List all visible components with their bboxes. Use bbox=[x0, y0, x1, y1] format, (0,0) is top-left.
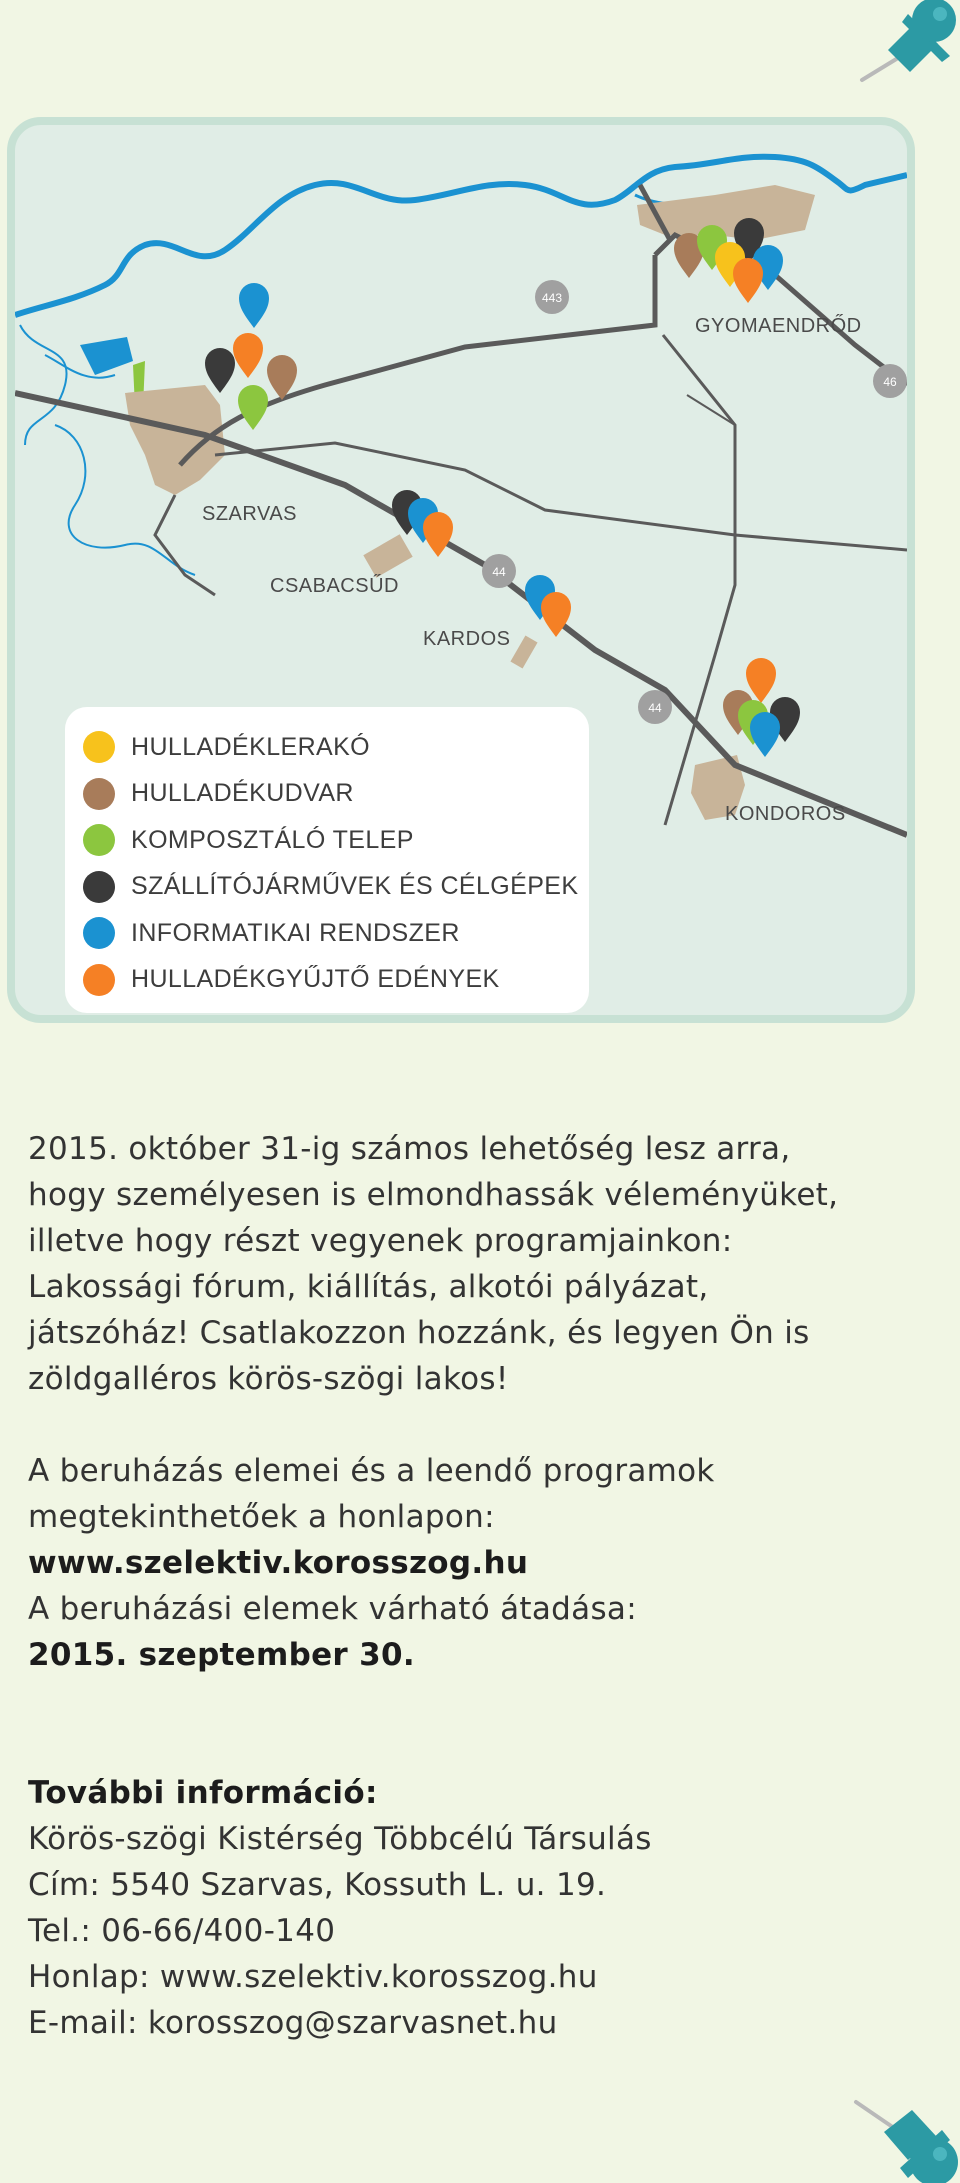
marker-bins bbox=[233, 333, 263, 378]
place-label-gyomaendrod: GYOMAENDRŐD bbox=[695, 315, 862, 337]
town-szarvas bbox=[125, 385, 225, 495]
road-badge-46 bbox=[873, 364, 907, 398]
website-link[interactable]: www.szelektiv.korosszog.hu bbox=[28, 1545, 529, 1581]
legend-label: SZÁLLÍTÓJÁRMŰVEK ÉS CÉLGÉPEK bbox=[131, 872, 579, 901]
marker-bins bbox=[733, 258, 763, 303]
legend-item bbox=[83, 957, 589, 1004]
town-csabacsud bbox=[363, 534, 412, 578]
place-label-kardos: KARDOS bbox=[423, 628, 511, 650]
contact-line: Tel.: 06-66/400-140 bbox=[28, 1913, 336, 1949]
place-label-kondoros: KONDOROS bbox=[725, 803, 846, 825]
side-road bbox=[687, 395, 735, 425]
town-kardos bbox=[510, 636, 537, 669]
marker-bins bbox=[423, 512, 453, 557]
marker-compost bbox=[238, 385, 268, 430]
legend-item bbox=[83, 771, 589, 818]
legend-label: HULLADÉKGYŰJTŐ EDÉNYEK bbox=[131, 965, 500, 994]
info-line: A beruházás elemei és a leendő programok bbox=[28, 1453, 715, 1489]
place-label-csabacsud: CSABACSŰD bbox=[270, 575, 399, 597]
info-line: 2015. október 31-ig számos lehetőség lesz arra, bbox=[28, 1131, 791, 1167]
legend-label: KOMPOSZTÁLÓ TELEP bbox=[131, 825, 414, 854]
legend-item bbox=[83, 724, 589, 771]
legend-item bbox=[83, 817, 589, 864]
svg-text:46: 46 bbox=[883, 375, 897, 389]
contact-line[interactable]: E-mail: korosszog@szarvasnet.hu bbox=[28, 2005, 558, 2041]
legend-item bbox=[83, 910, 589, 957]
svg-text:44: 44 bbox=[648, 701, 662, 715]
road-badge-443 bbox=[535, 280, 569, 314]
legend-item bbox=[83, 864, 589, 911]
info-line: hogy személyesen is elmondhassák véleményüket, bbox=[28, 1177, 839, 1213]
map-legend bbox=[65, 707, 589, 1013]
lake bbox=[80, 337, 133, 375]
legend-label: INFORMATIKAI RENDSZER bbox=[131, 918, 460, 947]
push-pin-icon bbox=[852, 2090, 960, 2183]
push-pin-icon bbox=[858, 0, 960, 92]
marker-informatics bbox=[239, 283, 269, 328]
handover-date: 2015. szeptember 30. bbox=[28, 1637, 415, 1673]
svg-text:443: 443 bbox=[541, 291, 563, 305]
road-badge-44 bbox=[482, 554, 516, 588]
contact-line[interactable]: Honlap: www.szelektiv.korosszog.hu bbox=[28, 1959, 598, 1995]
map-panel bbox=[7, 117, 915, 1023]
svg-text:44: 44 bbox=[492, 565, 506, 579]
info-line: Lakossági fórum, kiállítás, alkotói pályázat, bbox=[28, 1269, 709, 1305]
marker-vehicles bbox=[205, 348, 235, 393]
info-line: illetve hogy részt vegyenek programjainkon: bbox=[28, 1223, 733, 1259]
legend-label: HULLADÉKLERAKÓ bbox=[131, 732, 371, 761]
vehicles-dot-icon bbox=[83, 871, 115, 903]
place-label-szarvas: SZARVAS bbox=[202, 503, 298, 525]
side-road bbox=[215, 443, 907, 550]
more-info-title: További információ: bbox=[28, 1775, 378, 1811]
compost-dot-icon bbox=[83, 824, 115, 856]
info-line: megtekinthetőek a honlapon: bbox=[28, 1499, 495, 1535]
marker-informatics bbox=[750, 712, 780, 757]
legend-label: HULLADÉKUDVAR bbox=[131, 779, 354, 808]
bins-dot-icon bbox=[83, 964, 115, 996]
recycling-yard-dot-icon bbox=[83, 778, 115, 810]
handover-label: A beruházási elemek várható átadása: bbox=[28, 1591, 637, 1627]
landfill-dot-icon bbox=[83, 731, 115, 763]
info-line: játszóház! Csatlakozzon hozzánk, és legyen Ön is bbox=[28, 1315, 810, 1351]
marker-bins bbox=[746, 658, 776, 703]
contact-line: Cím: 5540 Szarvas, Kossuth L. u. 19. bbox=[28, 1867, 607, 1903]
contact-line: Körös-szögi Kistérség Többcélú Társulás bbox=[28, 1821, 652, 1857]
road-badge-44 bbox=[638, 690, 672, 724]
kondoros-markers bbox=[723, 658, 800, 757]
info-text bbox=[28, 1126, 928, 2046]
info-line: zöldgalléros körös-szögi lakos! bbox=[28, 1361, 509, 1397]
informatics-dot-icon bbox=[83, 917, 115, 949]
